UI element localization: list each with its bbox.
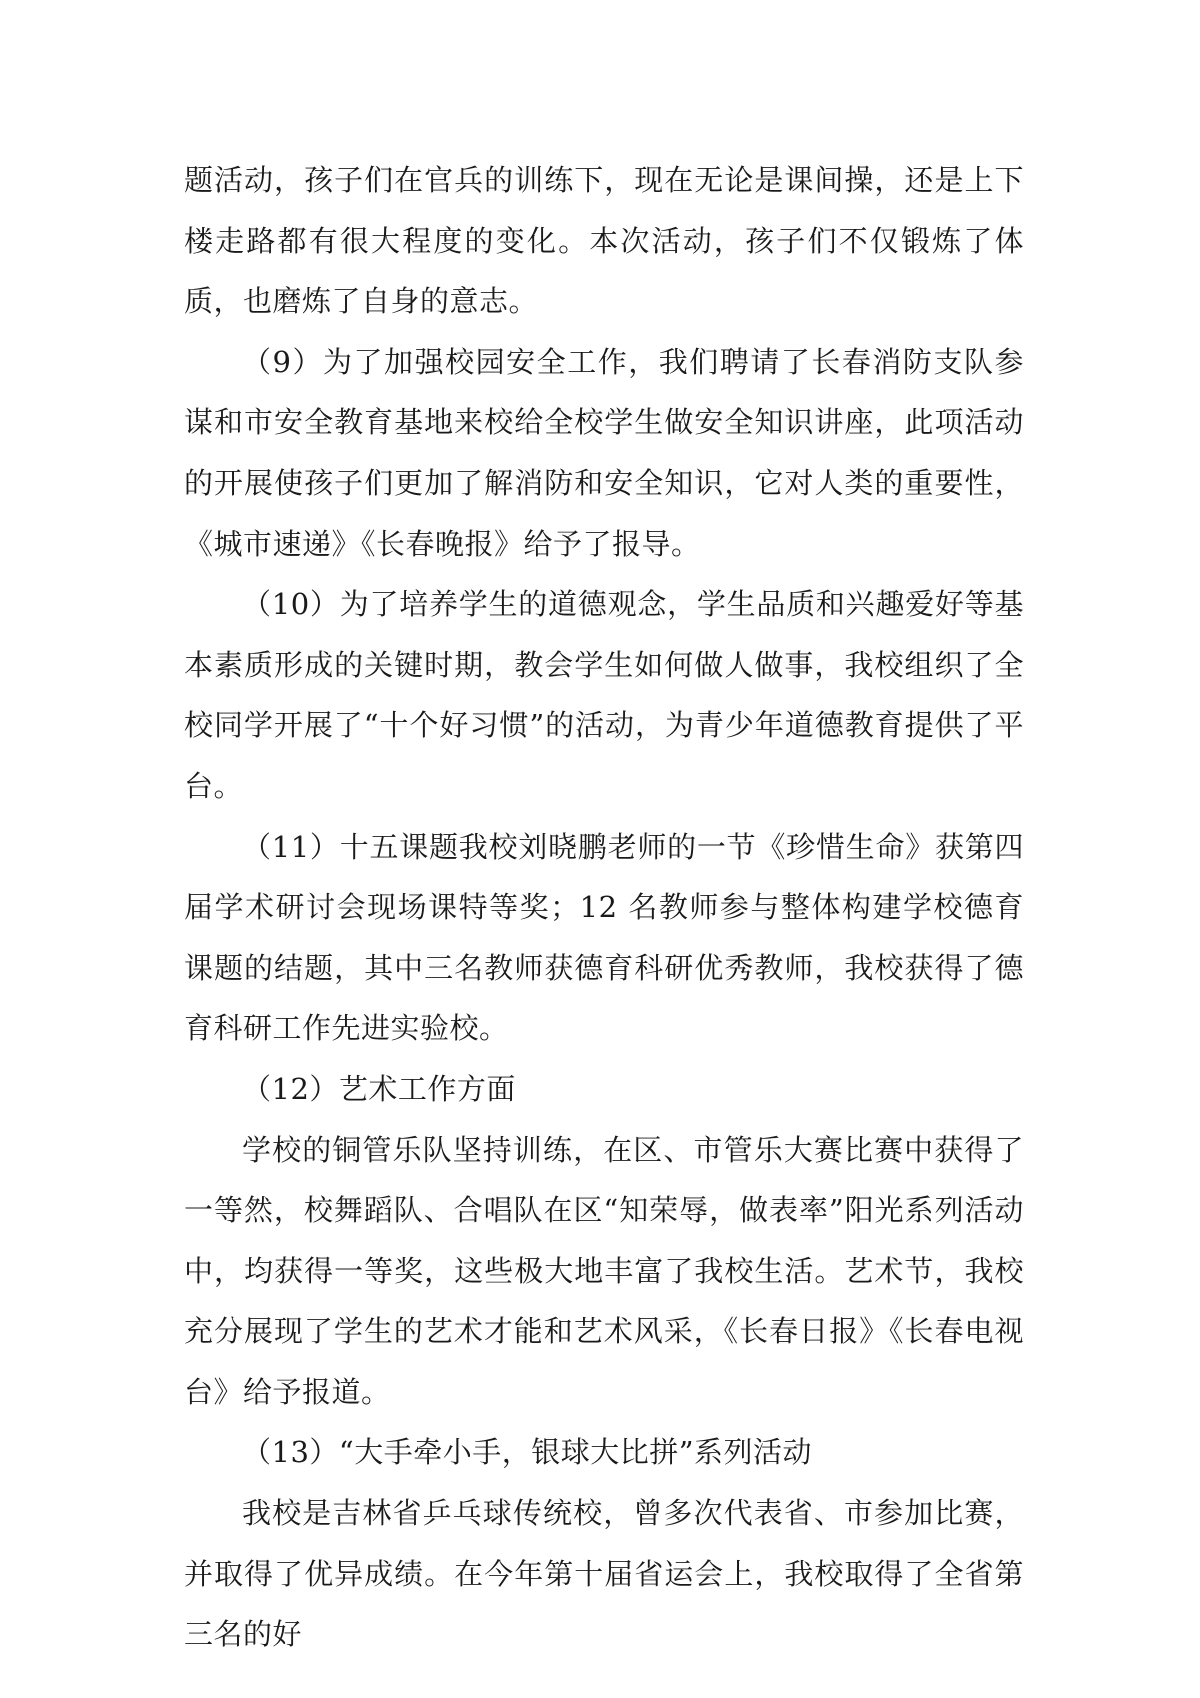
paragraph-item-9-safety: （9）为了加强校园安全工作，我们聘请了长春消防支队参谋和市安全教育基地来校给全校学生做安全知识讲座，此项活动的开展使孩子们更加了解消防和安全知识，它对人类的重要性，《城市速递》《长春晚报》给予了报导。	[184, 344, 1024, 561]
paragraph-item-10-habits: （10）为了培养学生的道德观念，学生品质和兴趣爱好等基本素质形成的关键时期，教会学生如何做人做事，我校组织了全校同学开展了“十个好习惯”的活动，为青少年道德教育提供了平台。	[184, 587, 1024, 803]
paragraph-item-11-research: （11）十五课题我校刘晓鹏老师的一节《珍惜生命》获第四届学术研讨会现场课特等奖；12 名教师参与整体构建学校德育课题的结题，其中三名教师获德育科研优秀教师，我校获得了德育科研工作先进实验校。	[184, 829, 1024, 1046]
paragraph-item-12-heading: （12）艺术工作方面	[242, 1071, 516, 1106]
paragraph-art-work: 学校的铜管乐队坚持训练，在区、市管乐大赛比赛中获得了一等然，校舞蹈队、合唱队在区“知荣辱，做表率”阳光系列活动中，均获得一等奖，这些极大地丰富了我校生活。艺术节，我校充分展现了学生的艺术才能和艺术风采，《长春日报》《长春电视台》给予报道。	[184, 1132, 1024, 1409]
paragraph-table-tennis: 我校是吉林省乒乓球传统校，曾多次代表省、市参加比赛，并取得了优异成绩。在今年第十届省运会上，我校取得了全省第三名的好	[184, 1496, 1024, 1652]
paragraph-item-13-heading: （13）“大手牵小手，银球大比拼”系列活动	[242, 1435, 813, 1470]
paragraph-activity-continued: 题活动，孩子们在官兵的训练下，现在无论是课间操，还是上下楼走路都有很大程度的变化。本次活动，孩子们不仅锻炼了体质，也磨炼了自身的意志。	[184, 163, 1024, 319]
document-body	[184, 150, 1024, 1665]
